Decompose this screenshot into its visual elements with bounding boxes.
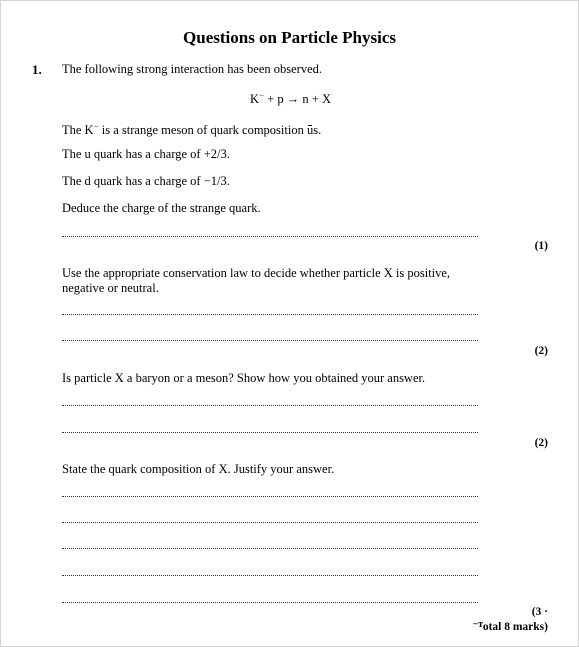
- kaon-statement: [62, 119, 321, 138]
- answer-line[interactable]: [62, 522, 478, 523]
- answer-line[interactable]: [62, 405, 478, 406]
- question-number: 1.: [32, 62, 42, 77]
- answer-line[interactable]: [62, 314, 478, 315]
- statement-suffix: .: [318, 123, 322, 138]
- part-c-marks: (2): [534, 437, 548, 449]
- page-title: Questions on Particle Physics: [183, 28, 396, 47]
- part-d-marks: (3 ·: [531, 606, 548, 618]
- answer-line[interactable]: [62, 432, 478, 433]
- statement-prefix: The K: [62, 123, 94, 138]
- answer-line[interactable]: [62, 496, 478, 497]
- strange-quark: s: [313, 123, 319, 138]
- part-a-marks: (1): [534, 240, 548, 252]
- answer-line[interactable]: [62, 602, 478, 603]
- d-quark-charge: The d quark has a charge of −1/3.: [62, 174, 230, 188]
- answer-line[interactable]: [62, 236, 478, 237]
- part-b-marks: (2): [534, 345, 548, 357]
- part-b-question: Use the appropriate conservation law to decide whether particle X is positive, negative or neutral.: [62, 266, 451, 295]
- anti-u-quark: u: [306, 123, 314, 138]
- total-marks: ⁻ᵀotal 8 marks): [472, 621, 548, 633]
- statement-minus: −: [93, 121, 99, 131]
- reaction-equation: [250, 90, 331, 107]
- kaon-symbol: K: [250, 92, 260, 107]
- kaon-charge: −: [259, 90, 265, 100]
- answer-line[interactable]: [62, 575, 478, 576]
- part-c-question: Is particle X a baryon or a meson? Show how you obtained your answer.: [62, 371, 426, 385]
- equation-rest: + p → n + X: [264, 92, 331, 107]
- u-quark-charge: The u quark has a charge of +2/3.: [62, 147, 230, 161]
- statement-middle: is a strange meson of quark composition: [98, 123, 307, 138]
- answer-line[interactable]: [62, 548, 478, 549]
- answer-line[interactable]: [62, 340, 478, 341]
- intro-text: The following strong interaction has been observed.: [62, 62, 322, 76]
- part-a-question: Deduce the charge of the strange quark.: [62, 201, 261, 215]
- part-d-question: State the quark composition of X. Justify your answer.: [62, 462, 335, 476]
